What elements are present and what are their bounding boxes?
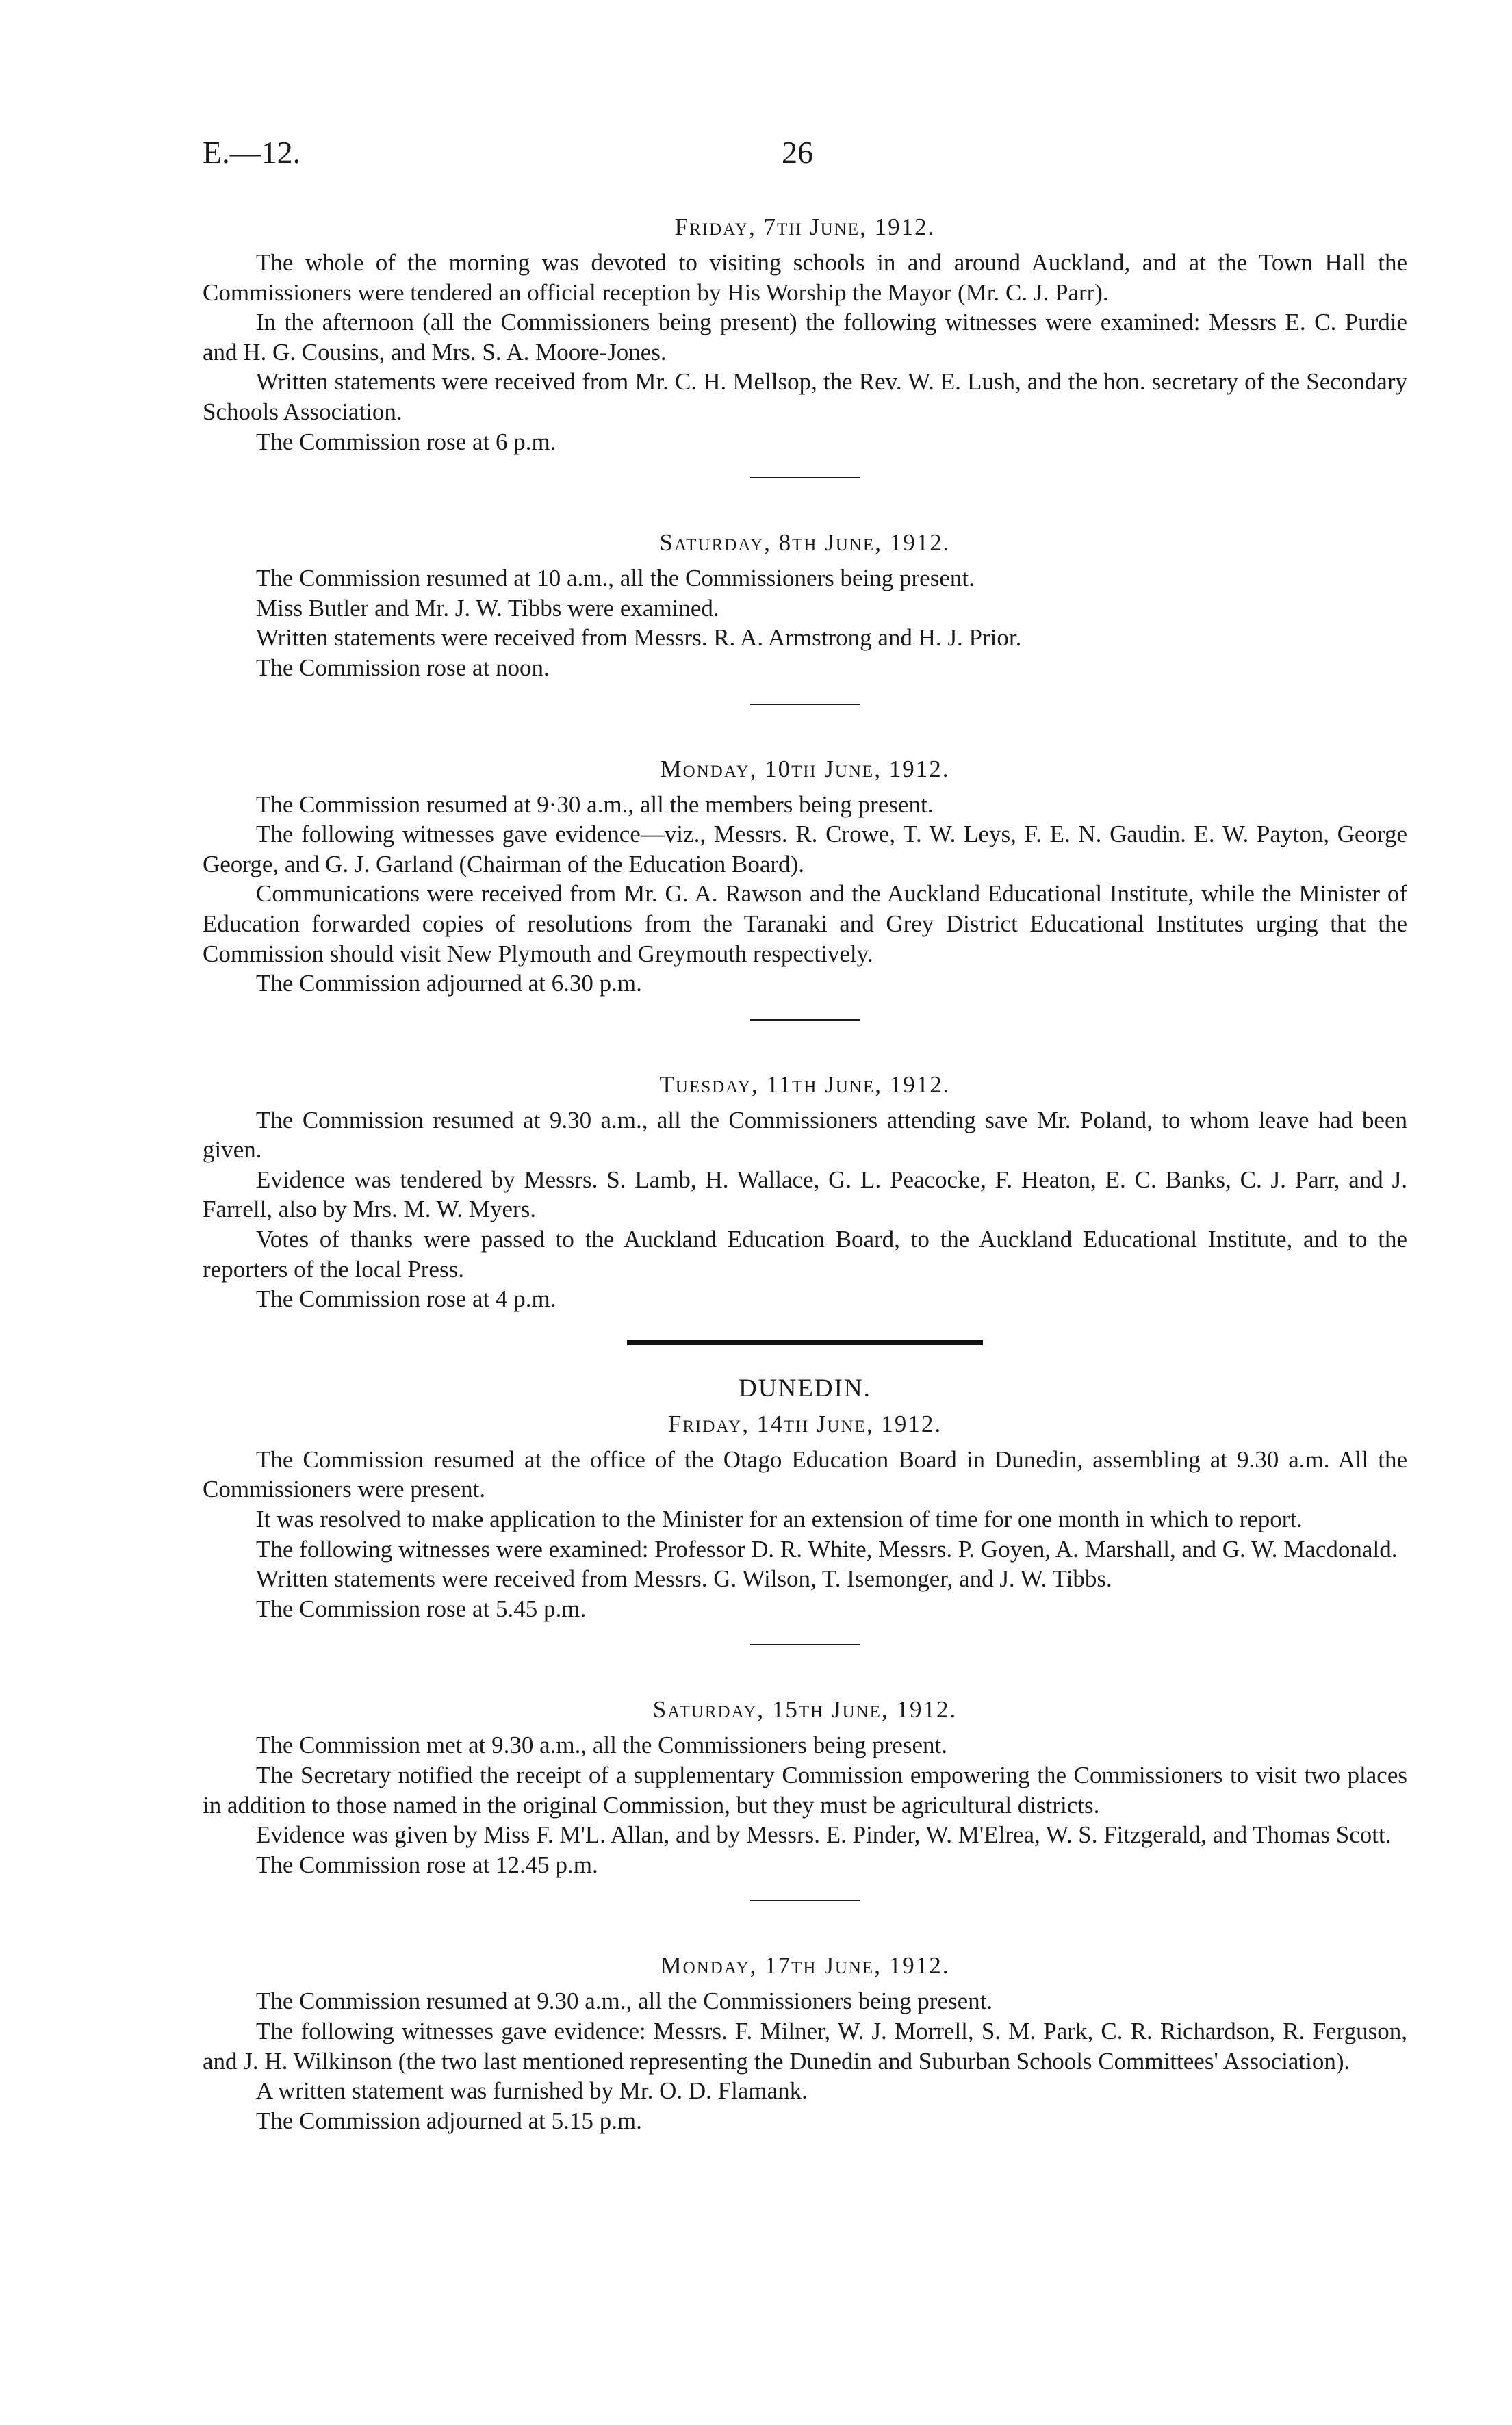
paragraph: In the afternoon (all the Commissioners being present) the following witnesses were examined: Messrs E. C. Purdie and H. G. Cousins, and Mrs. S. A. Moore-Jones. (203, 309, 1407, 365)
section-divider (750, 704, 860, 705)
paragraph: The Commission resumed at the office of the Otago Education Board in Dunedin, assembling at 9.30 a.m. All the Commissioners were present. (203, 1446, 1407, 1503)
date-heading: Saturday, 8th June, 1912. (659, 529, 951, 556)
paragraph: Evidence was tendered by Messrs. S. Lamb, H. Wallace, G. L. Peacocke, F. Heaton, E. C. Banks, C. J. Parr, and J. Farrell, also by Mrs. M. W. Myers. (203, 1166, 1407, 1223)
date-heading: Monday, 17th June, 1912. (660, 1952, 950, 1979)
paragraph: Votes of thanks were passed to the Auckland Education Board, to the Auckland Educational Institute, and to the reporters of the local Press. (203, 1226, 1407, 1283)
paragraph: The Commission resumed at 9.30 a.m., all the Commissioners being present. (256, 1988, 993, 2015)
section-divider (750, 1900, 860, 1901)
date-heading: Monday, 10th June, 1912. (660, 755, 950, 782)
date-heading: Friday, 7th June, 1912. (674, 214, 936, 240)
date-heading: Saturday, 15th June, 1912. (652, 1696, 958, 1723)
report-reference: E.—12. (203, 135, 301, 170)
paragraph: Written statements were received from Mr. C. H. Mellsop, the Rev. W. E. Lush, and the hon. secretary of the Secondary Schools Association. (203, 368, 1407, 425)
page-number: 26 (782, 135, 813, 170)
paragraph: The Commission rose at 6 p.m. (256, 428, 556, 455)
paragraph: The Commission rose at 12.45 p.m. (256, 1851, 598, 1878)
paragraph: The Commission met at 9.30 a.m., all the Commissioners being present. (256, 1732, 948, 1759)
paragraph: Written statements were received from Messrs. G. Wilson, T. Isemonger, and J. W. Tibbs. (256, 1565, 1112, 1593)
paragraph: The Commission rose at noon. (256, 654, 550, 681)
date-heading: Tuesday, 11th June, 1912. (659, 1070, 951, 1098)
paragraph: The following witnesses were examined: Professor D. R. White, Messrs. P. Goyen, A. Marshall, and G. W. Macdonald. (256, 1535, 1398, 1563)
place-divider (627, 1340, 983, 1345)
paragraph: It was resolved to make application to the Minister for an extension of time for one month in which to report. (256, 1506, 1303, 1533)
paragraph: The Commission resumed at 9·30 a.m., all the members being present. (256, 791, 934, 818)
paragraph: A written statement was furnished by Mr. O. D. Flamank. (256, 2077, 808, 2105)
paragraph: Written statements were received from Messrs. R. A. Armstrong and H. J. Prior. (256, 624, 1022, 652)
paragraph: Communications were received from Mr. G. A. Rawson and the Auckland Educational Institute, while the Minister of Education forwarded copies of resolutions from the Taranaki and Grey District Educational Institutes urging that the Commission should visit New Plymouth and Greymouth respectively. (203, 880, 1407, 967)
section-divider (750, 1019, 860, 1021)
paragraph: The Commission adjourned at 6.30 p.m. (256, 970, 642, 997)
main-column (203, 211, 1407, 2135)
paragraph: The Secretary notified the receipt of a supplementary Commission empowering the Commissioners to visit two places in addition to those named in the original Commission, but they must be agricultural districts. (203, 1762, 1407, 1819)
paragraph: Evidence was given by Miss F. M'L. Allan, and by Messrs. E. Pinder, W. M'Elrea, W. S. Fitzgerald, and Thomas Scott. (256, 1821, 1392, 1849)
paragraph: The following witnesses gave evidence—viz., Messrs. R. Crowe, T. W. Leys, F. E. N. Gaudin. E. W. Payton, George George, and G. J. Garland (Chairman of the Education Board). (203, 821, 1407, 877)
paragraph: The Commission adjourned at 5.15 p.m. (256, 2107, 642, 2134)
paragraph: The Commission resumed at 10 a.m., all the Commissioners being present. (256, 565, 975, 592)
paragraph: The Commission rose at 5.45 p.m. (256, 1595, 587, 1622)
paragraph: Miss Butler and Mr. J. W. Tibbs were examined. (256, 594, 719, 621)
section-divider (750, 477, 860, 478)
paragraph: The following witnesses gave evidence: Messrs. F. Milner, W. J. Morrell, S. M. Park, C. R. Richardson, R. Ferguson, and J. H. Wilkinson (the two last mentioned representing the Dunedin and Suburban Schools Committees' Association). (203, 2017, 1407, 2075)
paragraph: The Commission rose at 4 p.m. (256, 1285, 556, 1313)
paragraph: The Commission resumed at 9.30 a.m., all the Commissioners attending save Mr. Poland, to whom leave had been given. (203, 1106, 1407, 1164)
paragraph: The whole of the morning was devoted to visiting schools in and around Auckland, and at the Town Hall the Commissioners were tendered an official reception by His Worship the Mayor (Mr. C. J. Parr). (203, 249, 1407, 306)
place-heading: DUNEDIN. (739, 1374, 871, 1402)
date-heading: Friday, 14th June, 1912. (667, 1410, 943, 1437)
section-divider (750, 1644, 860, 1645)
